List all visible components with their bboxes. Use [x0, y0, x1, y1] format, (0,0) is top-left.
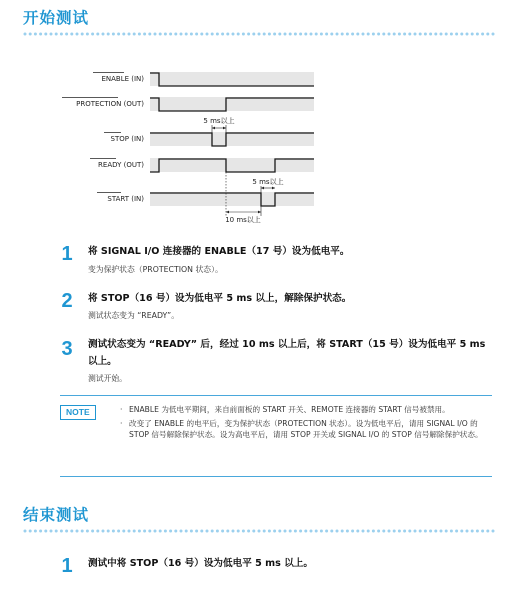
signal-label-protection: PROTECTION (OUT) [76, 100, 144, 108]
note-list [119, 404, 493, 443]
annotation-delay-10ms: 10 ms以上 [225, 216, 261, 224]
dotted-rule [23, 528, 498, 534]
signal-label-ready: READY (OUT) [98, 161, 144, 169]
step-title: 将 SIGNAL I/O 连接器的 ENABLE（17 号）设为低电平。 [88, 246, 350, 257]
step-title: 测试状态变为 “READY” 后，经过 10 ms 以上后，将 START（15 号）设为低电平 5 ms 以上。 [88, 339, 486, 367]
step-description: 测试状态变为 “READY”。 [88, 311, 180, 320]
step-title: 测试中将 STOP（16 号）设为低电平 5 ms 以上。 [88, 558, 313, 569]
step-number: 2 [61, 290, 73, 312]
step-number: 1 [61, 555, 73, 577]
note-item: · 改变了 ENABLE 的电平后，变为保护状态（PROTECTION 状态）。设为低电平后，请用 SIGNAL I/O 的 STOP 信号解除保护状态。设为高电平后，请用 STOP 开关或 SIGNAL I/O 的 STOP 信号解除保护状态。 [119, 418, 493, 440]
signal-label-stop: STOP (IN) [110, 135, 144, 143]
note-badge: NOTE [60, 405, 96, 420]
note-top-rule [60, 395, 492, 396]
signal-label-start: START (IN) [107, 195, 144, 203]
note-item: · ENABLE 为低电平期间，来自前面板的 START 开关、REMOTE 连接器的 START 信号被禁用。 [119, 404, 493, 415]
step-description: 变为保护状态（PROTECTION 状态）。 [88, 265, 223, 274]
step-number: 3 [61, 338, 73, 360]
annotation-start-5ms: 5 ms以上 [252, 178, 284, 186]
section-title-end-test: 结束测试 [23, 506, 90, 524]
signal-band-start [150, 192, 314, 206]
step-title: 将 STOP（16 号）设为低电平 5 ms 以上，解除保护状态。 [88, 293, 352, 304]
annotation-stop-5ms: 5 ms以上 [203, 117, 235, 125]
step-description: 测试开始。 [88, 374, 127, 383]
timing-diagram [0, 0, 517, 240]
signal-band-ready [150, 158, 314, 172]
section-title-start-test: 开始测试 [23, 9, 90, 27]
signal-band-enable [150, 72, 314, 86]
note-bottom-rule [60, 476, 492, 477]
signal-label-enable: ENABLE (IN) [101, 75, 144, 83]
signal-band-protection [150, 97, 314, 111]
step-number: 1 [61, 243, 73, 265]
signal-band-stop [150, 132, 314, 146]
